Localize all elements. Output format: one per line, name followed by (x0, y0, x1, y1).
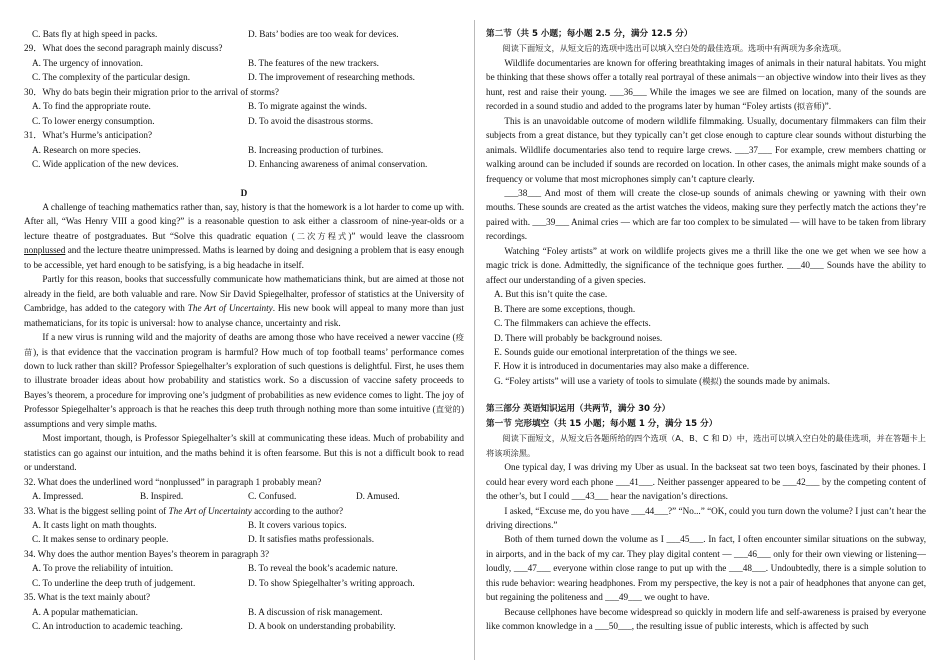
seven-choose-five-option-f: F. How it is introduced in documentaries may also make a difference. (494, 361, 749, 372)
q33-stem-a: 33. What is the biggest selling point of (24, 505, 169, 516)
q33-option-d: D. It satisfies maths professionals. (248, 534, 375, 545)
book-title: The Art of Uncertainty (187, 303, 273, 314)
q32-option-d: D. Amused. (356, 491, 400, 502)
seven-choose-five-option-g (486, 374, 926, 388)
q35-options-ab (24, 605, 464, 619)
cloze-section-title: 第一节 完形填空（共 15 小题；每小题 1 分，满分 15 分） (486, 418, 718, 429)
q29-options-ab (24, 56, 464, 70)
q32-option-b: B. Inspired. (140, 491, 184, 502)
p1-text-c: and the lecture theatre unimpressed. Maths is learned by doing and designing a problem that is easy enough to be accessible, yet hard enough to be satisfying, is a big headache in itself. (24, 245, 464, 270)
cloze-section-instructions: 阅读下面短文，从短文后各题所给的四个选项（A、B、C 和 D）中，选出可以填入空白处的最佳选项，并在答题卡上将该项涂黑。 (486, 433, 926, 458)
q28-options-cd (24, 27, 464, 41)
p1-chinese-gloss: 二次方程式 (294, 230, 349, 241)
q28-option-d: D. Bats’ bodies are too weak for devices. (248, 29, 399, 39)
spacer (486, 388, 926, 402)
p1-text-a: A challenge of teaching mathematics rather than, say, history is that the homework is a lot harder to come up with. After all, “Was Henry VIII a good king?” is a reasonable question to ask either a classroom of nine-year-olds or a lecture theatre of postgraduates. But “Solve this quadratic equation ( (24, 201, 464, 241)
cloze-passage-paragraph-3: ___38___ And most of them will create the close-up sounds of animals chewing or yawning with their own mouths. These sounds are created as the artist watches the videos, making sure they perfectly match the actions they’re paired with. ___39___ Animal cries — which are far too complex to be simulated — will have to be taken from library recordings. (486, 187, 926, 242)
q35-options-cd (24, 619, 464, 633)
seven-choose-five-option-a: A. But this isn’t quite the case. (494, 289, 608, 300)
q30-options-cd (24, 114, 464, 128)
q33-options-cd (24, 532, 464, 546)
passage-d-paragraph-1 (24, 200, 464, 272)
q34-options-ab (24, 561, 464, 575)
passage-d-paragraph-4: Most important, though, is Professor Spiegelhalter’s skill at communicating these ideas. Much of probability and statistics can go against our intuition, and the maths behind it is often fearsome. But this is not a difficult book to read or understand. (24, 433, 464, 473)
q31-stem: 31．What’s Hurme’s anticipation? (24, 130, 153, 141)
q34-option-a: A. To prove the reliability of intuition. (32, 563, 174, 574)
p1-text-b: )” would leave the classroom (348, 230, 464, 241)
q31-option-d: D. Enhancing awareness of animal conservation. (248, 159, 428, 170)
q35-option-b: B. A discussion of risk management. (248, 606, 383, 617)
q35-option-d: D. A book on understanding probability. (248, 621, 396, 632)
r1-text-b: )”. (821, 101, 832, 112)
q30-stem: 30．Why do bats begin their migration prior to the arrival of storms? (24, 86, 279, 97)
q35-stem: 35. What is the text mainly about? (24, 592, 151, 603)
cloze-paragraph-3: Both of them turned down the volume as I ___45___. In fact, I often encounter similar situations on the subway, in airports, and in the back of my car. They play digital content — ___46___ only for their own viewing or listening—loudly, ___47___ everyone within close range to put up with the ___48___. Undoubtedly, there is a simple solution to this rude behavior: wearing headphones. From my perspective, the key is not a pair of headphones that anyone can get, but regaining the politeness and ___49___ we ought to have. (486, 534, 926, 603)
cloze-paragraph-2: I asked, “Excuse me, do you have ___44___?” “No...” “OK, could you turn down the volume? I just can’t hear the driving directions.” (486, 505, 926, 530)
spacer (24, 172, 464, 186)
q33-stem-b: according to the author? (251, 505, 344, 516)
p2-text-a: Partly for this reason, books that successfully communicate how mathematicians think, but are aimed at those not already in the field, are both valuable and rare. Now Sir David Spiegelhalter, professor of statistics at the University of Cambridge, has added to the category with (24, 274, 464, 314)
q32-option-c: C. Confused. (248, 491, 297, 502)
q32-option-a: A. Impressed. (32, 491, 84, 502)
q32-options (24, 489, 464, 503)
q32-stem: 32. What does the underlined word “nonplussed” in paragraph 1 probably mean? (24, 476, 322, 487)
q34-option-c: C. To underline the deep truth of judgement. (32, 577, 196, 588)
q34-option-d: D. To show Spiegelhalter’s writing approach. (248, 577, 415, 588)
p2-text-b: . His new book will appeal to many more than just mathematicians, for its topic is universal: how to analyse chance, uncertainty and risk. (24, 303, 464, 328)
section-2-title: 第二节（共 5 小题；每小题 2.5 分，满分 12.5 分） (486, 29, 693, 39)
r1-text-a: Wildlife documentaries are known for offering breathtaking images of animals in their natural habitats. You might be thinking that these shows offer a totally real portrayal of these animals－an objective window into their lives as they hunt, rest and raise their young. ___36___ While the images we see are filmed on location, many of the sounds are recorded in a sound studio and added to the programs later by human “Foley artists ( (486, 57, 926, 112)
cloze-paragraph-1: One typical day, I was driving my Uber as usual. In the backseat sat two teen boys, fascinated by their phones. I could hear every word each phone ___41___. Neither passenger appeared to be ___42___ by the competing content of the other’s, but I could ___43___ hear the navigation’s directions. (486, 462, 926, 502)
underlined-word-nonplussed: nonplussed (24, 245, 66, 256)
p3-text-c: ) assumptions and very simple maths. (24, 404, 464, 429)
q29-option-d: D. The improvement of researching methods. (248, 72, 415, 83)
q30-option-c: C. To lower energy consumption. (32, 115, 155, 126)
right-column (486, 27, 926, 634)
q29-option-b: B. The features of the new trackers. (248, 57, 379, 68)
left-column (24, 27, 464, 634)
q33-option-c: C. It makes sense to ordinary people. (32, 534, 169, 545)
p3-chinese-gloss-2: 直觉的 (435, 404, 461, 415)
q34-option-b: B. To reveal the book’s academic nature. (248, 563, 398, 574)
cloze-paragraph-4: Because cellphones have become widespread so quickly in modern life and self-awareness is praised by everyone like common knowledge in a ___50___, the resulting issue of public interests, which is affected by such (486, 606, 926, 632)
q35-option-c: C. An introduction to academic teaching. (32, 621, 183, 632)
q30-option-b: B. To migrate against the winds. (248, 101, 367, 112)
q30-options-ab (24, 99, 464, 113)
option-g-text-b: ) the sounds made by animals. (718, 375, 830, 386)
q34-options-cd (24, 576, 464, 590)
passage-d-paragraph-3 (24, 330, 464, 431)
q31-option-c: C. Wide application of the new devices. (32, 159, 179, 170)
q31-options-cd (24, 157, 464, 171)
cloze-passage-paragraph-4: Watching “Foley artists” at work on wildlife projects gives me a thrill like the one we get when we see how a magic trick is done. Admittedly, the significance of the technique goes further. ___40___ Sounds have the ability to affect our understanding of a given species. (486, 245, 926, 285)
q35-option-a: A. A popular mathematician. (32, 606, 138, 617)
q28-option-c: C. Bats fly at high speed in packs. (32, 29, 158, 39)
seven-choose-five-option-b: B. There are some exceptions, though. (494, 303, 636, 314)
option-g-chinese-gloss: 模拟 (702, 375, 719, 386)
q29-option-c: C. The complexity of the particular design. (32, 72, 191, 83)
option-g-text-a: G. “Foley artists” will use a variety of tools to simulate ( (494, 375, 703, 386)
q33-options-ab (24, 518, 464, 532)
q31-option-b: B. Increasing production of turbines. (248, 144, 384, 155)
q30-option-d: D. To avoid the disastrous storms. (248, 115, 373, 126)
seven-choose-five-option-e: E. Sounds guide our emotional interpretation of the things we see. (494, 346, 737, 357)
p3-text-a: If a new virus is running wild and the majority of deaths are among those who have received a newer vaccine ( (42, 332, 456, 343)
section-2-instructions: 阅读下面短文，从短文后的选项中选出可以填入空白处的最佳选项。选项中有两项为多余选项。 (502, 43, 847, 54)
q30-option-a: A. To find the appropriate route. (32, 101, 151, 112)
part-3-title: 第三部分 英语知识运用（共两节，满分 30 分） (486, 404, 671, 415)
q29-option-a: A. The urgency of innovation. (32, 57, 143, 68)
q31-option-a: A. Research on more species. (32, 144, 141, 155)
p3-text-b: ), is that evidence that the vaccination program is harmful? How much of top football teams’ performance comes down to luck rather than skill? Professor Spiegelhalter’s exploration of such questions is delightful. First, he uses them to illustrate broader ideas about how probability and statistics work. So a discussion of vaccine safety proceeds to Bayes’s theorem, a procedure for improving one’s judgment of probabilities as new evidence comes to light. The joy of Professor Spiegelhalter’s approach is that he reaches this deep truth through nothing more than some intuitive ( (24, 346, 464, 415)
q33-stem (24, 504, 464, 518)
r1-chinese-gloss: 拟音师 (797, 101, 822, 112)
seven-choose-five-option-c: C. The filmmakers can achieve the effects. (494, 318, 651, 329)
q29-stem: 29．What does the second paragraph mainly discuss? (24, 43, 223, 54)
cloze-passage-paragraph-2: This is an unavoidable outcome of modern wildlife filmmaking. Usually, documentary filmmakers can film their subjects from a great distance, but they typically can’t get close enough to capture clear sounds without disturbing the animals. Wildlife documentaries also tend to require large crews. ___37___ For example, crew members chatting or walking around can be included if sounds are recorded on location. In other cases, the animals might make sounds of a frequency or volume that most microphones simply can’t capture clearly. (486, 115, 926, 184)
passage-d-title: D (240, 187, 248, 198)
q31-options-ab (24, 143, 464, 157)
seven-choose-five-option-d: D. There will probably be background noises. (494, 332, 663, 343)
passage-d-paragraph-2 (24, 272, 464, 330)
column-divider (474, 20, 475, 660)
q33-option-b: B. It covers various topics. (248, 519, 347, 530)
q33-option-a: A. It casts light on math thoughts. (32, 519, 157, 530)
cloze-passage-paragraph-1 (486, 56, 926, 114)
p3-chinese-gloss-1: 疫苗 (24, 332, 464, 357)
q34-stem: 34. Why does the author mention Bayes’s theorem in paragraph 3? (24, 548, 270, 559)
q29-options-cd (24, 70, 464, 84)
q33-book-title: The Art of Uncertainty (168, 505, 252, 516)
